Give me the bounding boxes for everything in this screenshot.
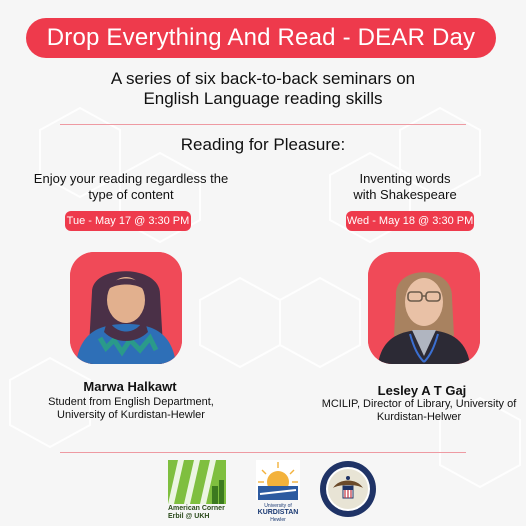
uok-logo-main-text: KURDISTAN — [257, 509, 299, 516]
speaker-1-role — [18, 396, 244, 422]
subtitle-line-2: English Language reading skills — [143, 89, 383, 108]
event-title-banner — [26, 18, 496, 58]
speaker-2-role — [312, 398, 526, 424]
session-1-topic-line-2: type of content — [88, 187, 174, 202]
session-1-topic-line-1: Enjoy your reading regardless the — [33, 171, 229, 186]
speaker-1-role-line-1: Student from English Department, — [48, 396, 214, 408]
speaker-photo-icon — [70, 252, 182, 364]
section-title: Reading for Pleasure: — [180, 135, 346, 154]
uok-logo-sub-text: Hewler — [270, 517, 286, 523]
session-1-date-badge: Tue - May 17 @ 3:30 PM — [65, 211, 191, 231]
speaker-2-name: Lesley A T Gaj — [377, 383, 467, 398]
speaker-2-photo — [368, 252, 480, 364]
american-corner-logo-text: American Corner Erbil @ UKH — [168, 505, 225, 520]
speaker-photo-icon — [368, 252, 480, 364]
event-title: Drop Everything And Read - DEAR Day — [46, 24, 476, 51]
speaker-1-role-line-2: University of Kurdistan-Hewler — [57, 409, 205, 421]
speaker-1-photo — [70, 252, 182, 364]
speaker-2-role-line-1: MCILIP, Director of Library, University of — [321, 398, 517, 410]
top-divider — [60, 124, 466, 125]
speaker-1-name: Marwa Halkawt — [83, 379, 177, 394]
session-2-topic — [300, 171, 510, 203]
department-of-state-seal — [319, 460, 377, 518]
bottom-divider — [60, 452, 466, 453]
session-2-topic-line-1: Inventing words — [359, 171, 451, 186]
speaker-2-role-line-2: Kurdistan-Helwer — [376, 411, 462, 423]
session-1-topic — [18, 171, 244, 203]
subtitle-line-1: A series of six back-to-back seminars on — [110, 69, 416, 88]
session-2-topic-line-2: with Shakespeare — [353, 187, 457, 202]
session-2-date-badge: Wed - May 18 @ 3:30 PM — [346, 211, 474, 231]
uok-logo-small-text: University of — [264, 503, 292, 509]
uok-logo-text — [252, 503, 304, 523]
